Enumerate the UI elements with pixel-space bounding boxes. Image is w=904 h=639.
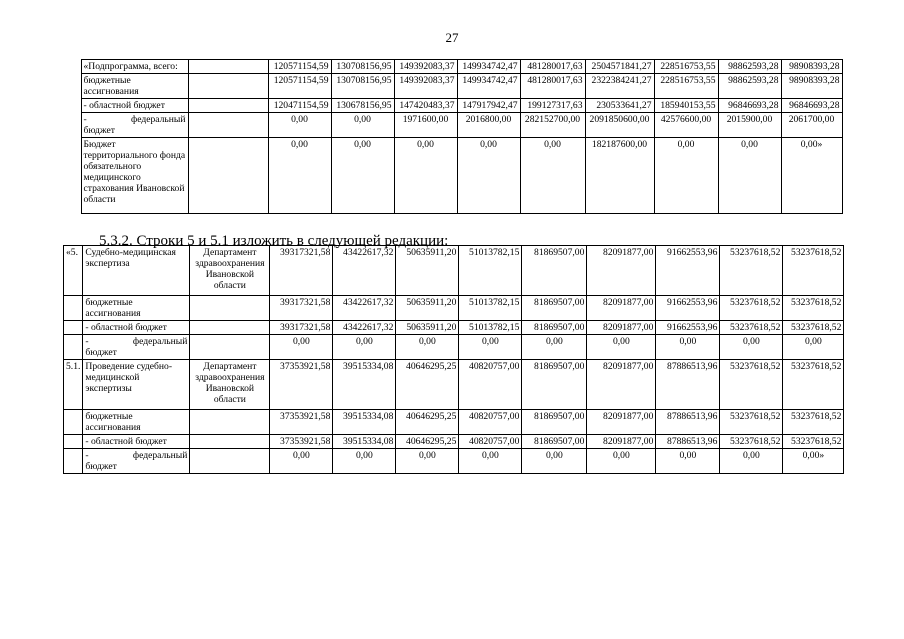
value-cell: 199127317,63 bbox=[520, 99, 585, 113]
value-cell: 0,00 bbox=[396, 335, 459, 360]
row-label: Проведение судебно-медицинской экспертизы bbox=[83, 360, 190, 410]
value-cell: 0,00 bbox=[268, 138, 331, 214]
number-cell: «5. bbox=[64, 246, 83, 296]
value-cell: 130708156,95 bbox=[331, 74, 394, 99]
value-cell: 53237618,52 bbox=[783, 296, 844, 321]
number-cell bbox=[63, 60, 81, 74]
value-cell: 82091877,00 bbox=[587, 246, 656, 296]
number-cell bbox=[63, 138, 81, 214]
row-label: - областной бюджет bbox=[81, 99, 188, 113]
value-cell: 53237618,52 bbox=[720, 410, 783, 435]
row-label: - областной бюджет bbox=[83, 435, 190, 449]
value-cell: 51013782,15 bbox=[459, 296, 522, 321]
row-label-dash: - bbox=[83, 114, 87, 125]
row-label-continued: бюджет bbox=[83, 125, 115, 136]
value-cell: 50635911,20 bbox=[396, 246, 459, 296]
number-cell bbox=[64, 410, 83, 435]
value-cell: 82091877,00 bbox=[587, 360, 656, 410]
value-cell: 37353921,58 bbox=[270, 410, 333, 435]
row-label-continued: бюджет bbox=[85, 461, 117, 472]
row-label: Бюджет территориального фонда обязательного медицинского страхования Ивановской области bbox=[81, 138, 188, 214]
value-cell: 149934742,47 bbox=[457, 60, 520, 74]
row-label: Судебно-медицинская экспертиза bbox=[83, 246, 190, 296]
row-label: бюджетные ассигнования bbox=[81, 74, 188, 99]
value-cell: 39317321,58 bbox=[270, 321, 333, 335]
value-cell: 53237618,52 bbox=[783, 435, 844, 449]
executor-cell: Департамент здравоохранения Ивановской области bbox=[190, 360, 270, 410]
table-row bbox=[64, 360, 844, 410]
value-cell: 120571154,59 bbox=[268, 74, 331, 99]
value-cell: 39317321,58 bbox=[270, 296, 333, 321]
value-cell: 228516753,55 bbox=[654, 60, 718, 74]
value-cell: 53237618,52 bbox=[720, 246, 783, 296]
number-cell bbox=[63, 74, 81, 99]
subprogram-table bbox=[63, 59, 843, 214]
value-cell: 96846693,28 bbox=[718, 99, 781, 113]
value-cell: 282152700,00 bbox=[520, 113, 585, 138]
value-cell: 0,00 bbox=[783, 335, 844, 360]
value-cell: 87886513,96 bbox=[656, 410, 720, 435]
value-cell: 120471154,59 bbox=[268, 99, 331, 113]
table-row bbox=[63, 113, 842, 138]
number-cell: 5.1. bbox=[64, 360, 83, 410]
value-cell: 53237618,52 bbox=[720, 296, 783, 321]
value-cell: 87886513,96 bbox=[656, 360, 720, 410]
row-label bbox=[83, 335, 190, 360]
row-label-text: федеральный bbox=[130, 114, 186, 125]
value-cell: 130678156,95 bbox=[331, 99, 394, 113]
value-cell: 0,00» bbox=[781, 138, 842, 214]
value-cell: 0,00 bbox=[396, 449, 459, 474]
value-cell: 182187600,00 bbox=[585, 138, 654, 214]
row-label-text: федеральный bbox=[132, 450, 188, 461]
value-cell: 0,00 bbox=[394, 138, 457, 214]
table-row bbox=[64, 410, 844, 435]
value-cell: 39515334,08 bbox=[333, 410, 396, 435]
row-label-text: федеральный bbox=[132, 336, 188, 347]
value-cell: 51013782,15 bbox=[459, 246, 522, 296]
row-label bbox=[81, 113, 188, 138]
executor-cell bbox=[188, 99, 268, 113]
value-cell: 81869507,00 bbox=[522, 321, 587, 335]
value-cell: 0,00 bbox=[718, 138, 781, 214]
value-cell: 2016800,00 bbox=[457, 113, 520, 138]
value-cell: 98908393,28 bbox=[781, 74, 842, 99]
value-cell: 2504571841,27 bbox=[585, 60, 654, 74]
value-cell: 0,00 bbox=[270, 449, 333, 474]
value-cell: 0,00 bbox=[587, 335, 656, 360]
value-cell: 0,00 bbox=[520, 138, 585, 214]
value-cell: 2015900,00 bbox=[718, 113, 781, 138]
table-row bbox=[63, 138, 842, 214]
value-cell: 87886513,96 bbox=[656, 435, 720, 449]
value-cell: 0,00 bbox=[459, 335, 522, 360]
value-cell: 0,00 bbox=[656, 335, 720, 360]
value-cell: 96846693,28 bbox=[781, 99, 842, 113]
number-cell bbox=[63, 113, 81, 138]
value-cell: 98908393,28 bbox=[781, 60, 842, 74]
value-cell: 43422617,32 bbox=[333, 246, 396, 296]
value-cell: 0,00 bbox=[270, 335, 333, 360]
value-cell: 0,00 bbox=[522, 449, 587, 474]
value-cell: 39317321,58 bbox=[270, 246, 333, 296]
value-cell: 147917942,47 bbox=[457, 99, 520, 113]
value-cell: 91662553,96 bbox=[656, 321, 720, 335]
value-cell: 2322384241,27 bbox=[585, 74, 654, 99]
value-cell: 39515334,08 bbox=[333, 360, 396, 410]
page-number: 27 bbox=[445, 30, 459, 45]
table-row bbox=[63, 60, 842, 74]
value-cell: 81869507,00 bbox=[522, 435, 587, 449]
table-row bbox=[64, 296, 844, 321]
value-cell: 147420483,37 bbox=[394, 99, 457, 113]
value-cell: 149934742,47 bbox=[457, 74, 520, 99]
number-cell bbox=[64, 435, 83, 449]
value-cell: 37353921,58 bbox=[270, 435, 333, 449]
value-cell: 53237618,52 bbox=[783, 360, 844, 410]
row-label: «Подпрограмма, всего: bbox=[81, 60, 188, 74]
value-cell: 120571154,59 bbox=[268, 60, 331, 74]
value-cell: 0,00 bbox=[331, 138, 394, 214]
table-row bbox=[64, 246, 844, 296]
value-cell: 0,00 bbox=[333, 335, 396, 360]
row-label-dash: - bbox=[85, 336, 89, 347]
value-cell: 82091877,00 bbox=[587, 296, 656, 321]
value-cell: 481280017,63 bbox=[520, 74, 585, 99]
value-cell: 53237618,52 bbox=[720, 321, 783, 335]
number-cell bbox=[64, 321, 83, 335]
value-cell: 0,00 bbox=[459, 449, 522, 474]
value-cell: 82091877,00 bbox=[587, 321, 656, 335]
value-cell: 0,00 bbox=[457, 138, 520, 214]
value-cell: 50635911,20 bbox=[396, 321, 459, 335]
value-cell: 98862593,28 bbox=[718, 60, 781, 74]
value-cell: 2091850600,00 bbox=[585, 113, 654, 138]
executor-cell bbox=[188, 138, 268, 214]
value-cell: 0,00 bbox=[522, 335, 587, 360]
value-cell: 53237618,52 bbox=[783, 410, 844, 435]
expertise-table bbox=[63, 245, 844, 474]
executor-cell bbox=[188, 60, 268, 74]
executor-cell bbox=[188, 74, 268, 99]
value-cell: 130708156,95 bbox=[331, 60, 394, 74]
row-label-continued: бюджет bbox=[85, 347, 117, 358]
value-cell: 185940153,55 bbox=[654, 99, 718, 113]
row-label bbox=[83, 449, 190, 474]
table-row bbox=[63, 99, 842, 113]
value-cell: 82091877,00 bbox=[587, 435, 656, 449]
value-cell: 40820757,00 bbox=[459, 360, 522, 410]
value-cell: 43422617,32 bbox=[333, 296, 396, 321]
table-row bbox=[63, 74, 842, 99]
executor-cell bbox=[190, 321, 270, 335]
number-cell bbox=[64, 335, 83, 360]
value-cell: 0,00 bbox=[268, 113, 331, 138]
executor-cell: Департамент здравоохранения Ивановской области bbox=[190, 246, 270, 296]
value-cell: 37353921,58 bbox=[270, 360, 333, 410]
executor-cell bbox=[190, 435, 270, 449]
executor-cell bbox=[190, 335, 270, 360]
value-cell: 40646295,25 bbox=[396, 360, 459, 410]
value-cell: 0,00 bbox=[654, 138, 718, 214]
executor-cell bbox=[190, 296, 270, 321]
value-cell: 149392083,37 bbox=[394, 60, 457, 74]
value-cell: 91662553,96 bbox=[656, 246, 720, 296]
row-label: бюджетные ассигнования bbox=[83, 296, 190, 321]
value-cell: 149392083,37 bbox=[394, 74, 457, 99]
value-cell: 0,00 bbox=[656, 449, 720, 474]
table-row bbox=[64, 435, 844, 449]
executor-cell bbox=[190, 410, 270, 435]
row-label: - областной бюджет bbox=[83, 321, 190, 335]
value-cell: 40820757,00 bbox=[459, 410, 522, 435]
value-cell: 0,00 bbox=[587, 449, 656, 474]
value-cell: 0,00 bbox=[331, 113, 394, 138]
table-row bbox=[64, 335, 844, 360]
value-cell: 82091877,00 bbox=[587, 410, 656, 435]
value-cell: 40820757,00 bbox=[459, 435, 522, 449]
section-heading: 5.3.2. Строки 5 и 5.1 изложить в следующей редакции: bbox=[99, 233, 449, 249]
value-cell: 81869507,00 bbox=[522, 360, 587, 410]
value-cell: 81869507,00 bbox=[522, 296, 587, 321]
executor-cell bbox=[190, 449, 270, 474]
value-cell: 0,00» bbox=[783, 449, 844, 474]
value-cell: 230533641,27 bbox=[585, 99, 654, 113]
row-label-dash: - bbox=[85, 450, 89, 461]
number-cell bbox=[64, 449, 83, 474]
executor-cell bbox=[188, 113, 268, 138]
value-cell: 53237618,52 bbox=[783, 321, 844, 335]
table-row bbox=[64, 449, 844, 474]
value-cell: 98862593,28 bbox=[718, 74, 781, 99]
value-cell: 81869507,00 bbox=[522, 410, 587, 435]
number-cell bbox=[63, 99, 81, 113]
value-cell: 53237618,52 bbox=[720, 435, 783, 449]
value-cell: 81869507,00 bbox=[522, 246, 587, 296]
value-cell: 228516753,55 bbox=[654, 74, 718, 99]
value-cell: 43422617,32 bbox=[333, 321, 396, 335]
value-cell: 53237618,52 bbox=[720, 360, 783, 410]
value-cell: 1971600,00 bbox=[394, 113, 457, 138]
value-cell: 0,00 bbox=[333, 449, 396, 474]
table-row bbox=[64, 321, 844, 335]
value-cell: 0,00 bbox=[720, 449, 783, 474]
value-cell: 53237618,52 bbox=[783, 246, 844, 296]
value-cell: 2061700,00 bbox=[781, 113, 842, 138]
value-cell: 39515334,08 bbox=[333, 435, 396, 449]
value-cell: 40646295,25 bbox=[396, 435, 459, 449]
value-cell: 0,00 bbox=[720, 335, 783, 360]
value-cell: 40646295,25 bbox=[396, 410, 459, 435]
value-cell: 481280017,63 bbox=[520, 60, 585, 74]
value-cell: 91662553,96 bbox=[656, 296, 720, 321]
number-cell bbox=[64, 296, 83, 321]
row-label: бюджетные ассигнования bbox=[83, 410, 190, 435]
value-cell: 50635911,20 bbox=[396, 296, 459, 321]
value-cell: 51013782,15 bbox=[459, 321, 522, 335]
value-cell: 42576600,00 bbox=[654, 113, 718, 138]
